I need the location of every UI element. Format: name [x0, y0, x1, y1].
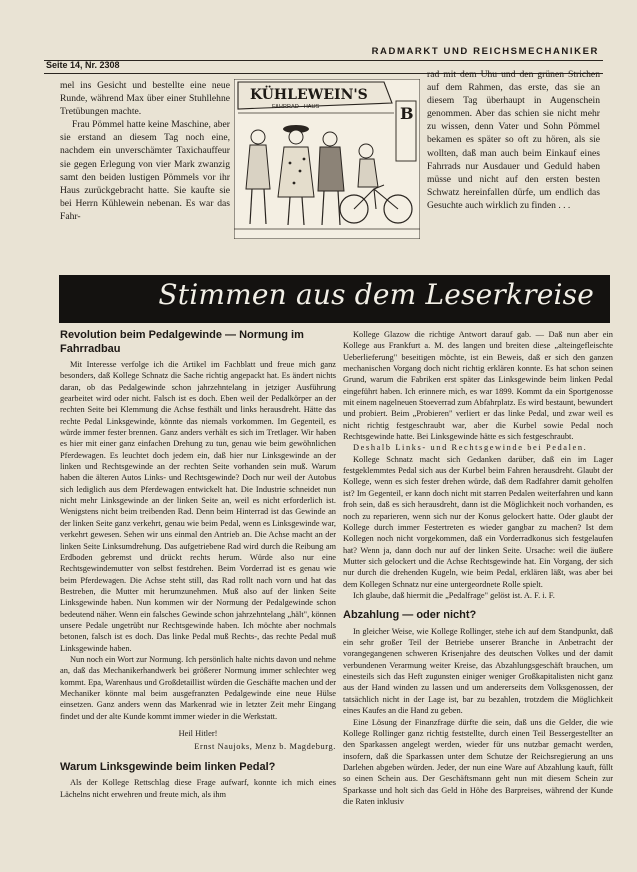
article-paragraph: Deshalb Links- und Rechtsgewinde bei Pedalen. [353, 443, 588, 453]
shop-sign-subtitle: FAHRRAD - HAUS [272, 104, 320, 110]
story-left-column [60, 79, 230, 223]
story-paragraph: rad mit dem Uhu und den grünen Strichen auf dem Rahmen, das erste, das sie an diesem Tag überhaupt in Augenschein genommen. Aber das schien sie nicht mehr zu wissen, denn Vater und Sohn Pömmel bekamen es später so oft zu hören, als sie wollten, daß man auch beim Einkauf eines Fahrrads nur Ausdauer und Geduld haben müsse und nicht auf den ersten besten Schwatz hereinfallen dürfe, um endlich das Gesuchte auch wirklich zu finden . . . [427, 69, 600, 211]
article-paragraph: Kollege Glazow die richtige Antwort darauf gab. — Daß nun aber ein Kollege aus Frankfurt a. M. des langen und breiten diese „alteingefleischte Ueberlieferung" beseitigen möchte, ist ein Beweis, daß er sich den ganzen mechanischen Vorgang doch nicht richtig erklären konnte. Es hat schon seinen Grund, warum die Fabriken erst später das Linksgewinde beim linken Pedal eingeführt haben. Ich erinnere mich, es war 1899. Kommt da ein Sportgenosse mit einem nagelneuen Stoeverrad zum Abfahrplatz. Es wird bestaunt, bewundert und probiert. Beim „Probieren" verliert er das linke Pedal, und zwar weil es nicht richtig festgeschraubt war, aber die Kurbel sowie Pedal noch Rechtsgewinde hatte. Bei Linksgewinde hätte es sich festgeschraubt. [343, 330, 614, 442]
article-heading: Revolution beim Pedalgewinde — Normung im Fahrradbau [60, 329, 304, 355]
magazine-title: RADMARKT UND REICHSMECHANIKER [371, 46, 599, 57]
article-paragraph: Als der Kollege Rettschlag diese Frage aufwarf, konnte ich mich eines Lächelns nicht erwehren und freute mich, als ihm [60, 778, 336, 799]
article-paragraph: Eine Lösung der Finanzfrage dürfte die sein, daß uns die Gelder, die wie Kollege Rollinger ganz richtig feststellte, durch einen Teil Bessergestellter an den Sparkassen angelegt werden, wieder für uns nutzbar gemacht werden, insofern, daß die Sparkassen unter dem Schutze der Reichsregierung an uns Darlehen abgeben würden. Jeder, der nun eine Ware auf Abzahlung kauft, füllt so einen Schein aus. Der Geschäftsmann geht nun mit diesem Schein zur Sparkasse und holt sich das Geld in Höhe des Barpreises, während der Kunde die Raten inklusiv [343, 717, 613, 806]
section-title: Stimmen aus dem Leserkreise [158, 278, 594, 311]
story-paragraph: mel ins Gesicht und bestellte eine neue Runde, während Max über einer Stuhllehne Tretübungen machte. [60, 80, 230, 118]
story-paragraph: Frau Pömmel hatte keine Maschine, aber sie erstand an diesem Tag noch eine, nachdem ein unverschämter Taxichauffeur sie gegen Erlegung von vier Mark zwanzig samt den beiden lustigen Pömmels vor ihr Haus zurückgebracht hatte. Sie kaufte sie bei Herrn Kühlewein nebenan. Es war das Fahr- [60, 119, 230, 222]
article-paragraph: Kollege Schnatz macht sich Gedanken darüber, daß ein im Lager festgeklemmtes Pedal sich aus der Kurbel beim Fahren herausdreht. Glaubt der Kollege, wenn es sich fester drehen würde, daß dem Radfahrer damit geholfen ist? Im Gegenteil, er kann doch nicht mit starren Pedalen weiterfahren und kann froh sein, daß es sich herausdreht, dann ist die Möglichkeit noch vorhanden, es noch zu reparieren, wenn sich nur der Konus gelockert hatte. Oder glaubt der Kollege durch immer Festertreten es wieder gangbar zu machen? Ist dem Kollegen noch nicht vorgekommen, daß ein Vorderradkonus sich festgelaufen hat? Wenn ja, dann doch nur auf der linken Seite. Ursache: weil die äußere Mutter sich gelockert und die Achse Rechtsgewinde hat. Ein Vorgang, der sich nur durch die drehenden Kugeln, wie beim Pedal, erklären läßt, was aber bei dem Kollegen Schnatz nur eine untergeordnete Rolle spielt. [343, 454, 613, 589]
letters-column-right [343, 329, 613, 807]
window-letter: B [400, 104, 414, 123]
article-paragraph: In gleicher Weise, wie Kollege Rollinger, stehe ich auf dem Standpunkt, daß ein sehr großer Teil der Betriebe unserer Branche in Anbetracht der vorangegangenen schweren Krisenjahre des deutschen Volkes und der damit verbundenen Verarmung weiter Kreise, das Abzahlungsgeschäft brauchen, um einesteils sich das Heft zugunsten einiger weniger Großkapitalisten nicht ganz aus der Hand winden zu lassen und um andererseits dem Volksgenossen, der tatsächlich nicht in der Lage ist, bar zu bezahlen, trotzdem die Möglichkeit eines Kaufes an die Hand zu geben. [343, 626, 613, 716]
article-paragraph: Ich glaube, daß hiermit die „Pedalfrage" gelöst ist. A. F. i. F. [353, 590, 555, 600]
article-paragraph: Nun noch ein Wort zur Normung. Ich persönlich halte nichts davon und nehme an, daß das Mechanikerhandwerk bei größerer Normung immer schlechter weg kommt. Epa, Warenhaus und Großdetaillist würden die Geschäfte machen und der Mechaniker könnte mal beim ausgefranzten Pedalgewinde eine neue Hülse einsetzen. Ganz anders wenn das Markenrad wie in letzter Zeit mehr Eingang findet und der alte Kunde kommt immer wieder in die Werkstatt. [60, 654, 336, 721]
greeting: Heil Hitler! [178, 729, 218, 738]
signature: Ernst Naujoks, Menz b. Magdeburg. [194, 742, 336, 752]
article-heading: Abzahlung — oder nicht? [343, 609, 477, 622]
article-paragraph: Mit Interesse verfolge ich die Artikel im Fachblatt und freue mich ganz besonders, daß Kollege Schnatz die Sache richtig angepackt hat. Es ändert nichts daran, ob das Pedalgewinde schon jahrzehntelang in jetziger Ausführung gearbeitet wird oder nicht. Falsch ist es doch. Eben weil der Pedalkörper an der rechten Seite bei Klemmung die Achse festhält und links herausdreht. Hätte das rechte Pedal Linksgewinde, könnte das niemals vorkommen. Im Gegenteil, es würde immer fester brennen. Ganz anders verhält es sich im Tretlager. Wir haben es hier mit einer ganz einfachen Drehung zu tun, genau wie beim gewöhnlichen Pferdewagen. Es leuchtet doch jedem ein, daß hier nur Linksgewinde an der linken und Rechtsgewinde an der rechten Seite vorhanden sein muß. Warum haben die älteren Autos Links- und Rechtsgewinde? Doch nur weil der Autobus sich lediglich aus dem Pferdewagen entwickelt hat. Die Industrie schneidet nun nicht mehr Linksgewinde an der linken Seite an, weil es nicht erforderlich ist. Wenigstens nicht beim treibenden Rad. Denn beim Hinterrad ist das Gewinde an der linken Seite ganz verkehrt, genau wie beim Pedal, wenn es Linksgewinde war, verkehrt gewesen. Sehen wir uns einmal den Antrieb an. Die Achse macht an der linken Seite Linksumdrehung. Das aufgetriebene Rad wird durch die Reibung am Erdboden gebremst und drückt rechts herum. Würde also nur eine Rechtsgewindemutter von selbst festdrehen. Beim Vorderrad ist es genau wie beim Pferdewagen. Die Achse steht still, das Rad rollt nach vorn und hat das Bestreben, die Mutter mit herumzunehmen. Muß also auf der linken Seite Linksgewinde haben. Nun kommen wir der Normung der Pedalgewinde schon bedeutend näher. Wenn ein falsches Gewinde schon jahrzehntelang „hält", können unsere Pedale ungetrübt nur Rechtsgewinde haben. Ich möchte aber nochmals betonen, falsch ist es doch. Das linke Pedal muß Rechts-, das rechte Pedal muß Linksgewinde haben. [60, 360, 336, 653]
story-right-column [427, 68, 600, 212]
letters-column-left [60, 329, 336, 800]
article-heading: Warum Linksgewinde beim linken Pedal? [60, 760, 276, 773]
section-banner [59, 275, 610, 323]
shop-sign: KÜHLEWEIN'S [250, 87, 368, 103]
header-rule [44, 60, 603, 61]
bicycle-shop-illustration [234, 79, 420, 239]
page-number: Seite 14, Nr. 2308 [46, 60, 120, 70]
